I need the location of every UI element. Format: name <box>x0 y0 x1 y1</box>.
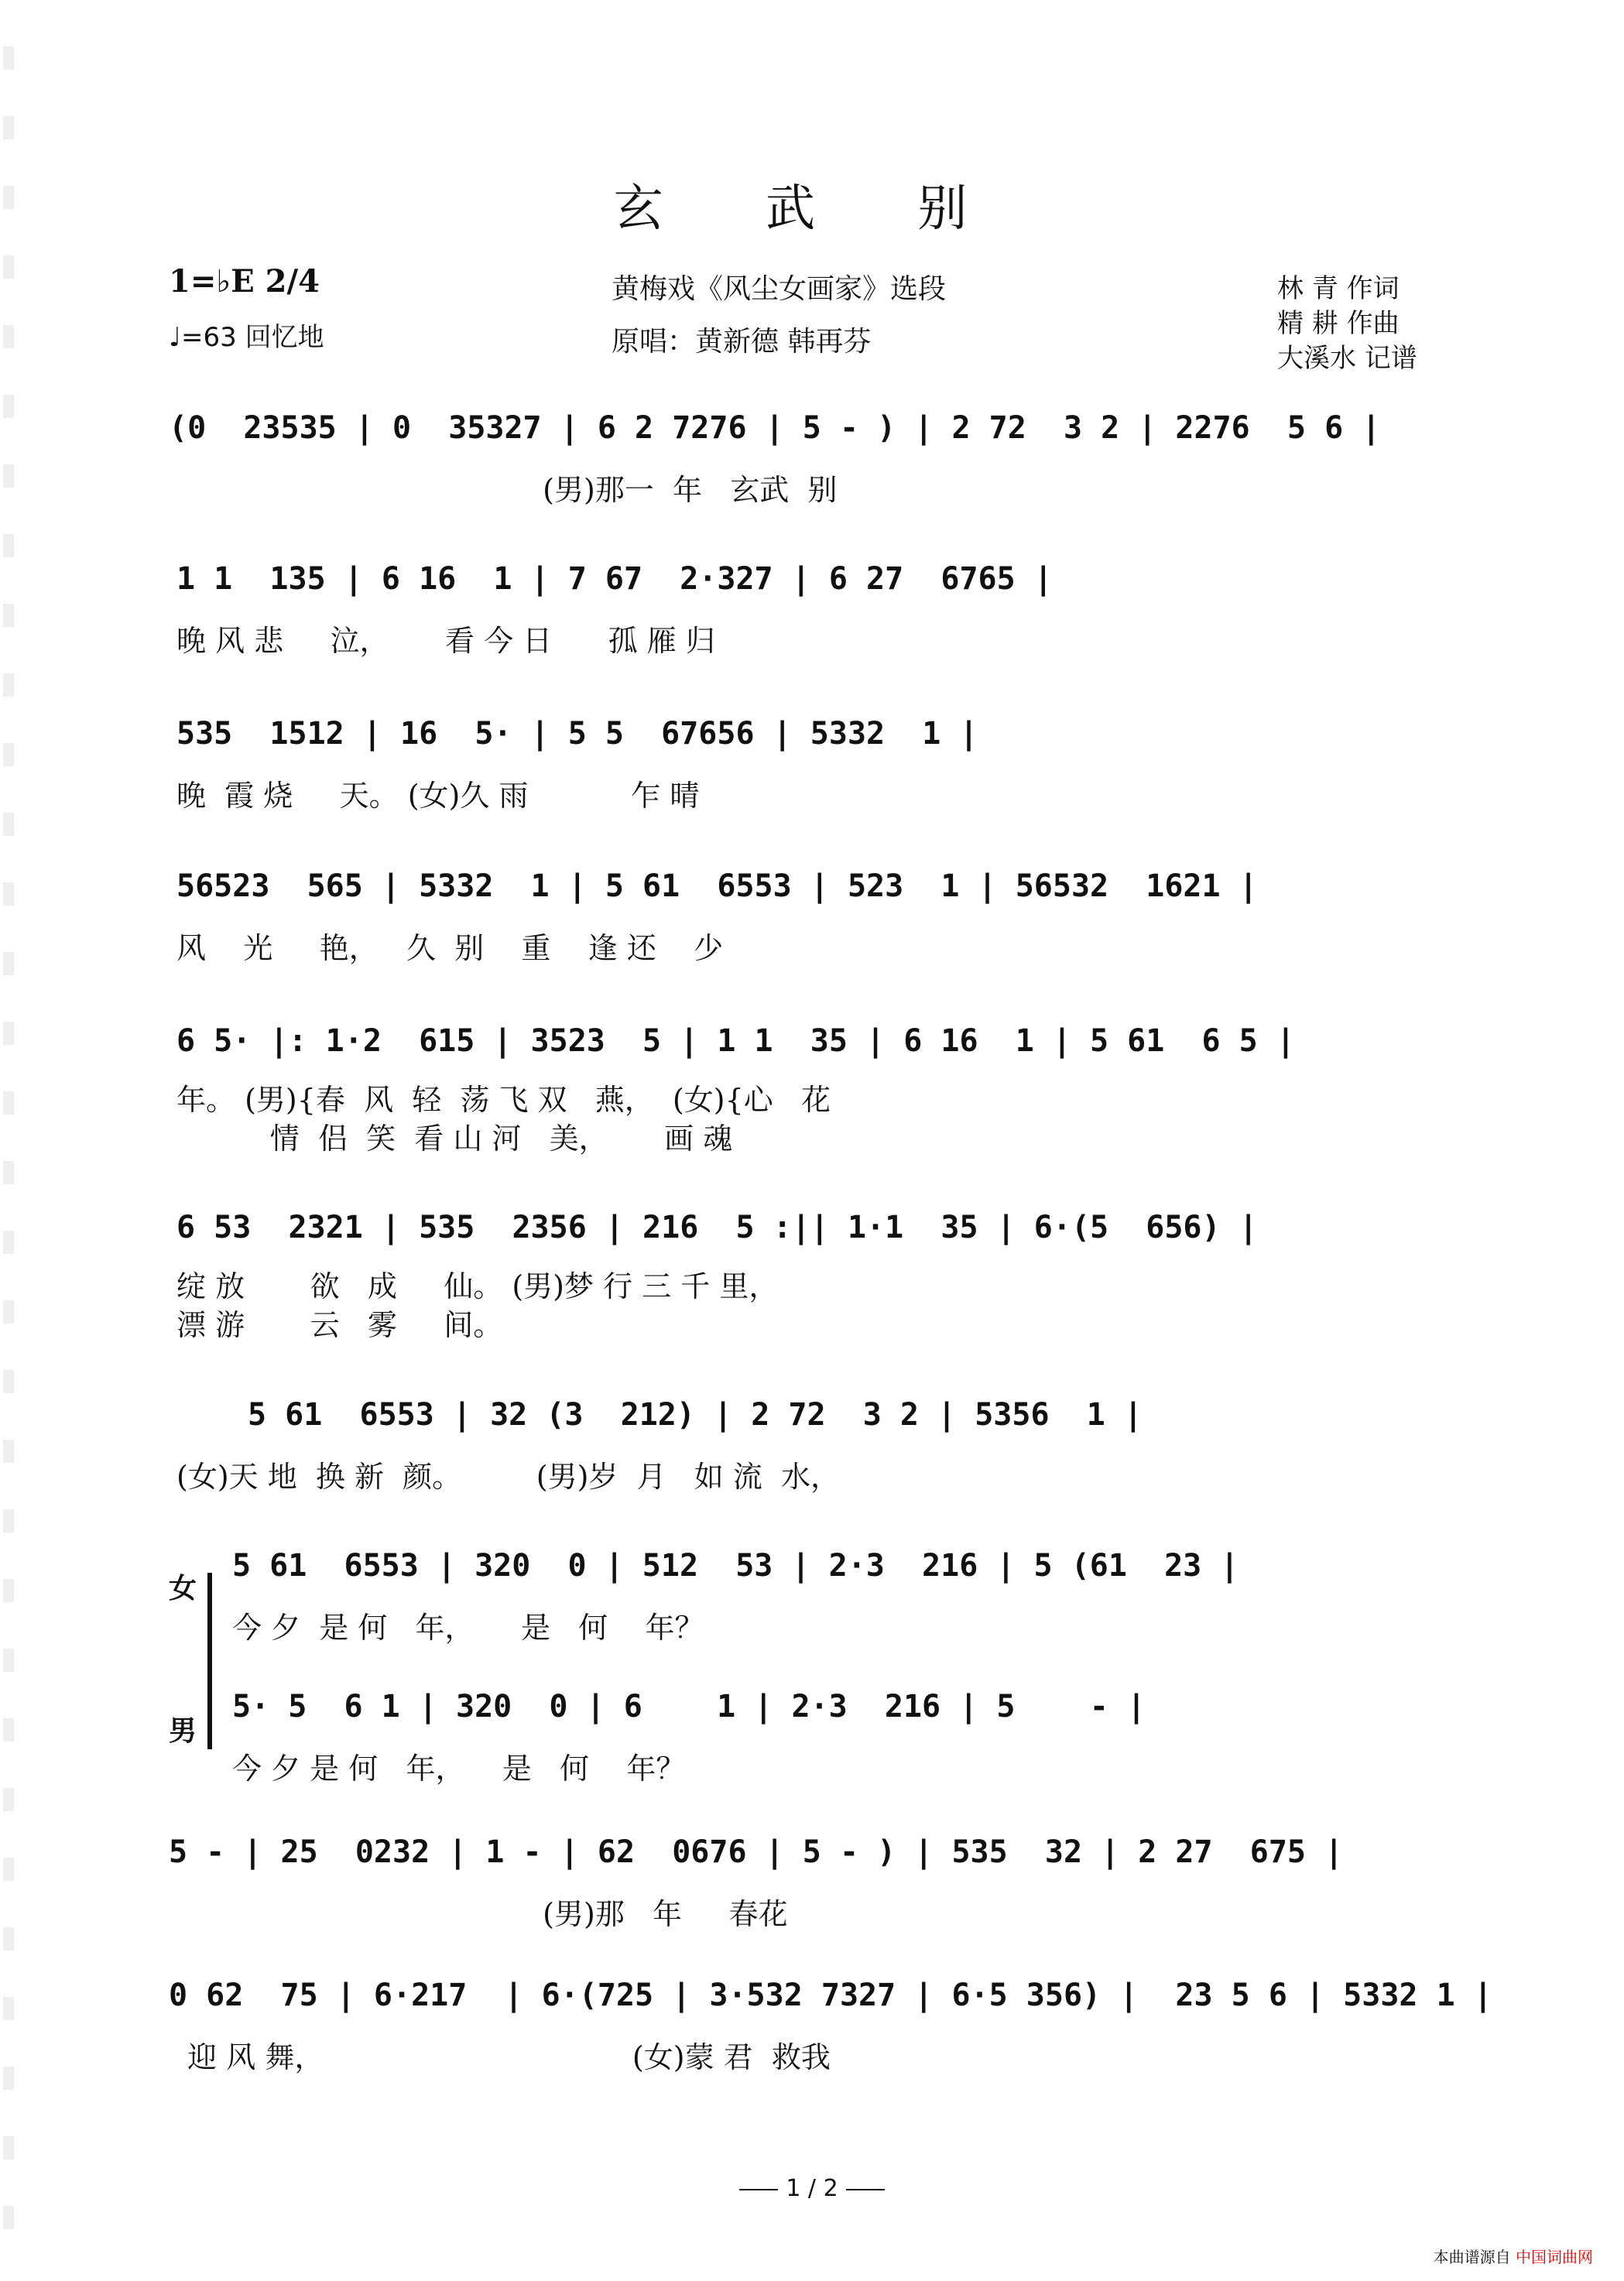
duet-bracket <box>207 1573 212 1749</box>
notation-line: 56523 565 | 5332 1 | 5 61 6553 | 523 1 | 56532 1621 | <box>176 868 1258 904</box>
subtitle: 黄梅戏《风尘女画家》选段 <box>612 273 947 305</box>
notation-line: 5 61 6553 | 320 0 | 512 53 | 2·3 216 | 5 (61 23 | <box>232 1548 1239 1584</box>
notation-line: (0 23535 | 0 35327 | 6 2 7276 | 5 - ) | 2 72 3 2 | 2276 5 6 | <box>169 410 1381 446</box>
lyric-line: 绽 放 欲 成 仙。 (男)梦 行 三 千 里， <box>176 1269 779 1303</box>
notation-line: 5· 5 6 1 | 320 0 | 6 1 | 2·3 216 | 5 - | <box>232 1689 1146 1724</box>
notation-line: 5 - | 25 0232 | 1 - | 62 0676 | 5 - ) | 535 32 | 2 27 675 | <box>169 1834 1344 1870</box>
lyric-line: 年。 (男){春 风 轻 荡 飞 双 燕， (女){心 花 <box>176 1083 831 1117</box>
lyric-line: 风 光 艳， 久 别 重 逢 还 少 <box>176 931 724 965</box>
lyric-line: (女)天 地 换 新 颜。 (男)岁 月 如 流 水， <box>176 1460 841 1494</box>
page-number: 1 / 2 <box>0 2175 1624 2202</box>
notation-line: 1 1 135 | 6 16 1 | 7 67 2·327 | 6 27 6765 | <box>176 561 1053 597</box>
lyric-line: 晚 霞 烧 天。 (女)久 雨 乍 晴 <box>176 779 700 813</box>
score-title: 玄 武 别 <box>613 180 1011 238</box>
credit-transcriber: 大溪水 记谱 <box>1277 343 1417 374</box>
key-signature: 1=♭E 2/4 <box>169 263 320 300</box>
lyric-line: 今 夕 是 何 年， 是 何 年？ <box>232 1611 704 1645</box>
notation-line: 5 61 6553 | 32 (3 212) | 2 72 3 2 | 5356 1 | <box>248 1397 1143 1433</box>
part-label-female: 女 <box>169 1573 197 1605</box>
lyric-line: 晚 风 悲 泣， 看 今 日 孤 雁 归 <box>176 624 715 658</box>
lyric-line: 迎 风 舞， (女)蒙 君 救我 <box>169 2040 831 2074</box>
lyric-line: 情 侣 笑 看 山 河 美， 画 魂 <box>176 1122 733 1156</box>
tempo-marking: ♩=63 回忆地 <box>169 322 324 353</box>
notation-line: 6 5· |: 1·2 615 | 3523 5 | 1 1 35 | 6 16 1 | 5 61 6 5 | <box>176 1023 1295 1059</box>
lyric-line: 今 夕 是 何 年， 是 何 年？ <box>232 1752 686 1786</box>
source-credit <box>1434 2245 1593 2267</box>
notation-line: 0 62 75 | 6·217 | 6·(725 | 3·532 7327 | 6·5 356) | 23 5 6 | 5332 1 | <box>169 1978 1492 2013</box>
notation-line: 535 1512 | 16 5· | 5 5 67656 | 5332 1 | <box>176 716 978 752</box>
lyric-line: (男)那 年 春花 <box>169 1897 788 1931</box>
part-label-male: 男 <box>169 1715 197 1747</box>
source-label: 本曲谱源自 <box>1433 2248 1511 2266</box>
lyric-line: 漂 游 云 雾 间。 <box>176 1308 503 1342</box>
credit-lyricist: 林 青 作词 <box>1277 273 1400 304</box>
source-site-link[interactable]: 中国词曲网 <box>1516 2248 1593 2266</box>
original-singers: 原唱：黄新德 韩再芬 <box>612 326 872 358</box>
notation-line: 6 53 2321 | 535 2356 | 216 5 :|| 1·1 35 | 6·(5 656) | <box>176 1210 1258 1245</box>
lyric-line: (男)那一 年 玄武 别 <box>169 473 838 507</box>
credit-composer: 精 耕 作曲 <box>1277 308 1400 339</box>
page-edge-watermark <box>3 46 14 2245</box>
